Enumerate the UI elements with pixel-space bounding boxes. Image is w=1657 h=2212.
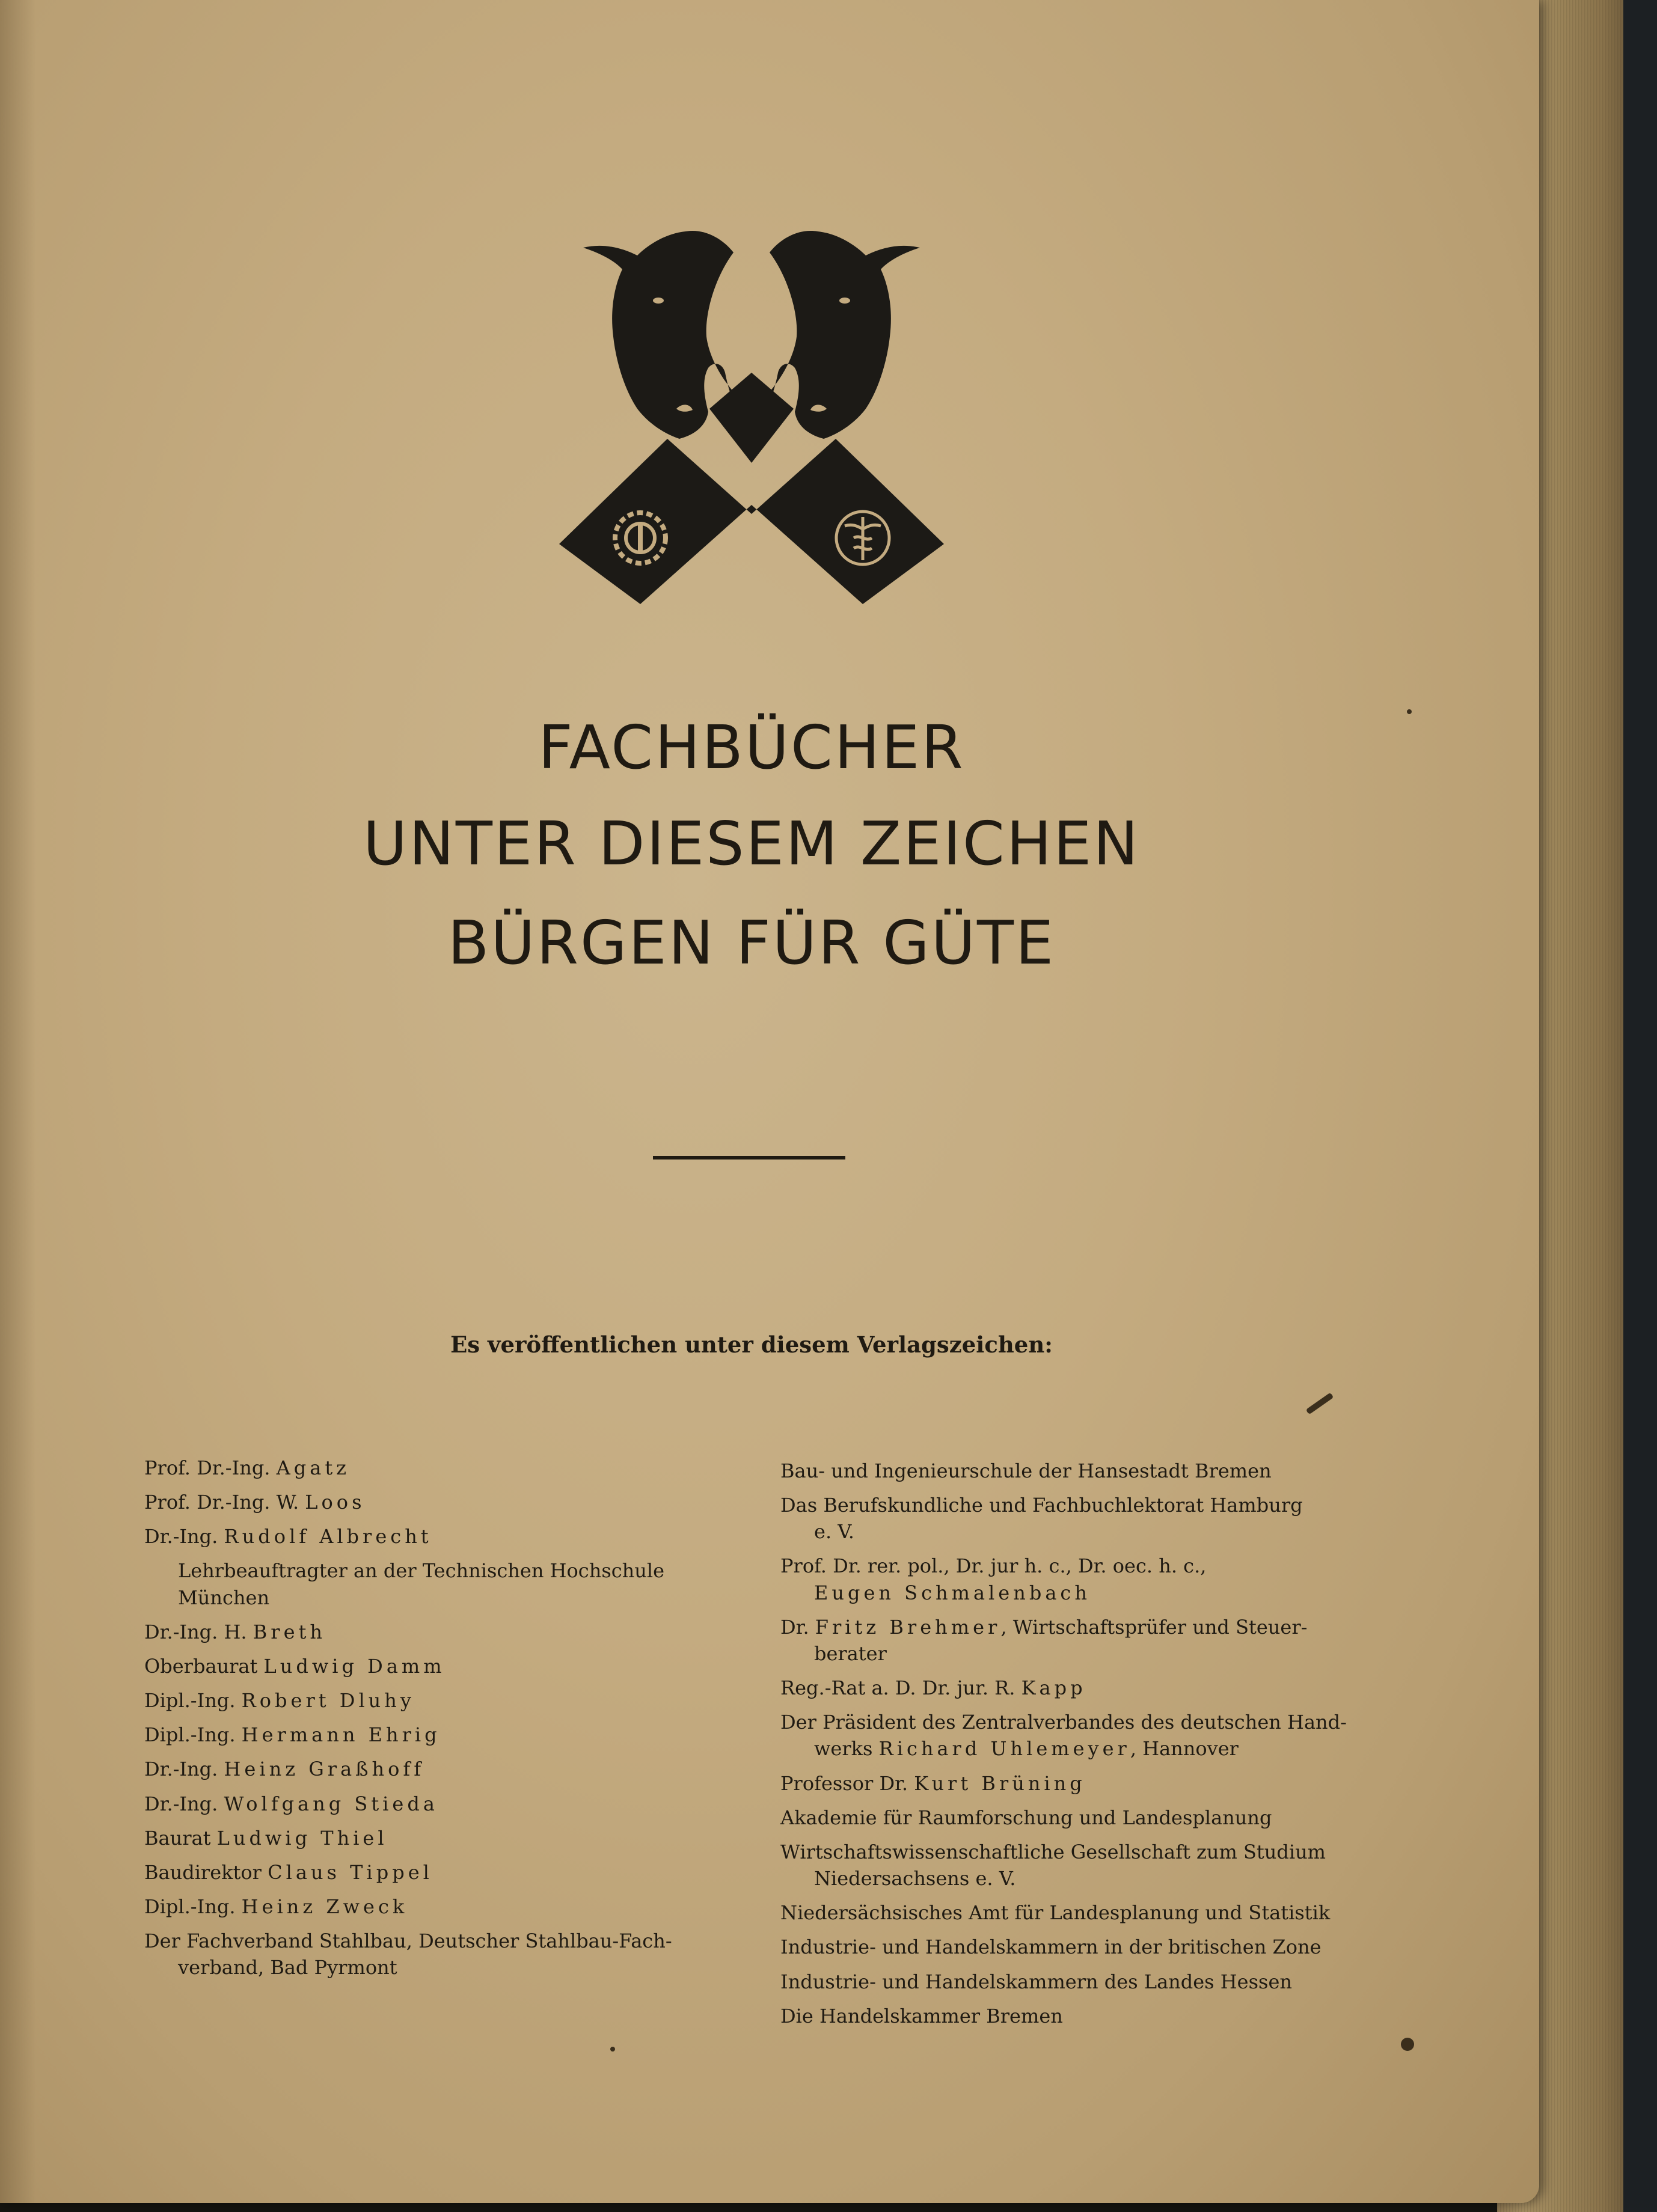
publisher-entry	[144, 1653, 721, 1679]
entry-continuation	[780, 1640, 1358, 1667]
entry-continuation	[144, 1954, 721, 1981]
entry-text: Dr.-Ing.	[144, 1758, 224, 1781]
publisher-entry	[144, 1557, 721, 1610]
entry-text: Prof. Dr.-Ing. W.	[144, 1491, 305, 1514]
publisher-entry	[144, 1756, 721, 1782]
publisher-entry	[780, 1770, 1358, 1797]
entry-text: Das Berufskundliche und Fachbuchlektorat Hamburg	[780, 1494, 1303, 1517]
publisher-entry	[780, 1492, 1358, 1545]
publisher-entry	[780, 1969, 1358, 1995]
entry-name: Hermann Ehrig	[241, 1723, 441, 1747]
entry-text: werks	[814, 1737, 879, 1761]
publisher-entry	[780, 1675, 1358, 1701]
entry-text: verband, Bad Pyrmont	[178, 1956, 397, 1979]
publisher-entry	[780, 1899, 1358, 1926]
entry-text: Niedersächsisches Amt für Landesplanung und Statistik	[780, 1901, 1331, 1925]
publisher-entry	[144, 1722, 721, 1748]
intro-text: Es veröffentlichen unter diesem Verlagszeichen:	[450, 1331, 1053, 1358]
entry-name: Ludwig Damm	[263, 1654, 446, 1678]
entry-text: Baurat	[144, 1826, 217, 1850]
entry-name: Rudolf Albrecht	[224, 1525, 432, 1548]
entry-name: Loos	[305, 1491, 366, 1514]
publisher-entry	[780, 1553, 1358, 1606]
entry-text: Prof. Dr. rer. pol., Dr. jur h. c., Dr. oec. h. c.,	[780, 1554, 1207, 1578]
publisher-list-left	[144, 1455, 721, 1989]
publisher-entry	[144, 1859, 721, 1886]
publisher-entry	[144, 1791, 721, 1817]
publisher-entry	[780, 1839, 1358, 1892]
publisher-entry	[144, 1928, 721, 1981]
entry-text: Industrie- und Handelskammern in der britischen Zone	[780, 1936, 1322, 1959]
publisher-entry	[780, 1709, 1358, 1762]
publisher-entry	[144, 1523, 721, 1550]
entry-text: Professor Dr.	[780, 1771, 914, 1795]
entry-text: Akademie für Raumforschung und Landesplanung	[780, 1806, 1272, 1829]
headline-line-1: FACHBÜCHER	[538, 712, 965, 783]
entry-text: berater	[814, 1642, 887, 1665]
paper-speck	[610, 2047, 615, 2052]
publisher-entry	[144, 1893, 721, 1920]
publisher-entry	[780, 1458, 1358, 1484]
entry-text: Wirtschaftswissenschaftliche Gesellschaft zum Studium	[780, 1840, 1326, 1863]
headline-line-3: BÜRGEN FÜR GÜTE	[447, 908, 1056, 978]
entry-name: Heinz Graßhoff	[224, 1758, 425, 1781]
entry-name: Agatz	[276, 1456, 351, 1479]
entry-text: Dr.-Ing.	[144, 1525, 224, 1548]
entry-continuation	[780, 1580, 1358, 1606]
entry-text: Dr.-Ing. H.	[144, 1620, 253, 1643]
entry-text: Dipl.-Ing.	[144, 1723, 242, 1747]
publisher-list-right	[780, 1458, 1358, 2037]
entry-text: Lehrbeauftragter an der Technischen Hochschule München	[178, 1559, 665, 1609]
paper-speck	[1306, 1393, 1334, 1415]
entry-name: Richard Uhlemeyer	[878, 1737, 1130, 1761]
entry-name: Heinz Zweck	[241, 1895, 408, 1919]
entry-text: Reg.-Rat a. D. Dr. jur. R.	[780, 1676, 1021, 1700]
entry-text: Niedersachsens e. V.	[814, 1867, 1016, 1890]
entry-name: Ludwig Thiel	[216, 1826, 388, 1850]
entry-continuation	[780, 1518, 1358, 1545]
entry-text: Dr.	[780, 1615, 815, 1639]
entry-continuation	[780, 1735, 1358, 1762]
book-cover-edge	[1623, 0, 1657, 2212]
publisher-entry	[144, 1687, 721, 1714]
entry-name: Kapp	[1021, 1676, 1086, 1700]
entry-text: Der Präsident des Zentralverbandes des deutschen Hand-	[780, 1711, 1347, 1734]
entry-text: Die Handelskammer Bremen	[780, 2004, 1063, 2027]
paper-speck	[1401, 2038, 1414, 2051]
entry-text: Industrie- und Handelskammern des Landes Hessen	[780, 1970, 1292, 1993]
entry-text: Der Fachverband Stahlbau, Deutscher Stahlbau-Fach-	[144, 1929, 672, 1953]
publisher-entry	[780, 1934, 1358, 1960]
publisher-entry	[144, 1825, 721, 1851]
entry-text: Bau- und Ingenieurschule der Hansestadt Bremen	[780, 1459, 1272, 1482]
publisher-entry	[780, 2003, 1358, 2029]
publisher-entry	[780, 1804, 1358, 1831]
entry-text: Baudirektor	[144, 1860, 268, 1884]
entry-text: Oberbaurat	[144, 1654, 264, 1678]
entry-text: Dipl.-Ing.	[144, 1895, 242, 1919]
entry-name: Robert Dluhy	[241, 1689, 415, 1712]
entry-name: Fritz Brehmer	[815, 1615, 1001, 1639]
entry-name: Breth	[253, 1620, 326, 1643]
publisher-entry	[144, 1489, 721, 1515]
entry-name: Wolfgang Stieda	[224, 1792, 438, 1815]
entry-text: Prof. Dr.-Ing.	[144, 1456, 277, 1479]
divider-rule	[653, 1156, 845, 1159]
entry-name: Claus Tippel	[268, 1860, 433, 1884]
entry-name: Eugen Schmalenbach	[814, 1581, 1091, 1604]
entry-name: Kurt Brüning	[914, 1771, 1086, 1795]
entry-text: Dipl.-Ing.	[144, 1689, 242, 1712]
publisher-entry	[144, 1619, 721, 1645]
publisher-entry	[780, 1614, 1358, 1667]
entry-text: e. V.	[814, 1520, 854, 1544]
entry-text: , Wirtschaftsprüfer und Steuer-	[1000, 1615, 1308, 1639]
paper-speck	[1407, 709, 1412, 714]
headline-line-2: UNTER DIESEM ZEICHEN	[363, 808, 1141, 879]
entry-text: Dr.-Ing.	[144, 1792, 224, 1815]
horse-heads-logo	[469, 210, 1034, 607]
entry-text: , Hannover	[1130, 1737, 1239, 1761]
publisher-entry	[144, 1455, 721, 1481]
entry-continuation	[780, 1865, 1358, 1892]
